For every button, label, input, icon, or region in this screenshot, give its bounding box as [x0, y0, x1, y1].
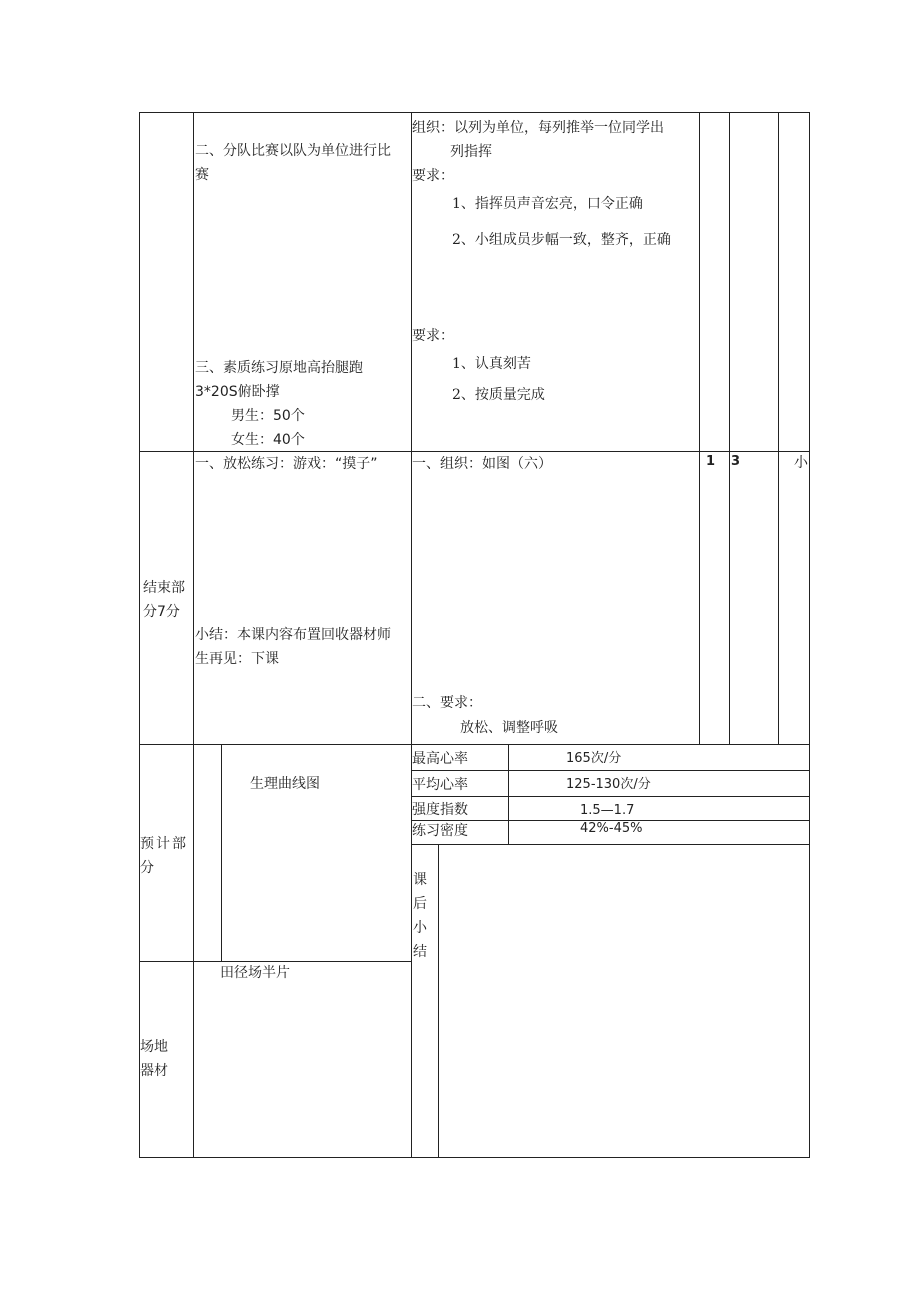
metric-label-exercise-density: 练习密度 — [412, 823, 468, 839]
ending-requirement-text: 放松、调整呼吸 — [460, 720, 558, 736]
forecast-label-line1: 预计部 — [140, 836, 188, 852]
ending-relax-exercise: 一、放松练习：游戏：“摸子” — [195, 456, 378, 472]
forecast-label-line2: 分 — [140, 860, 154, 876]
table-left-border — [139, 112, 140, 1158]
item3-line2: 3*20S俯卧撑 — [195, 384, 280, 400]
ending-label-line1: 结束部 — [143, 580, 185, 596]
row-divider-forecast — [139, 744, 810, 745]
item2-line1: 二、分队比赛以队为单位进行比 — [195, 143, 391, 159]
requirement2-item-2: 2、按质量完成 — [452, 387, 545, 403]
item3-girls: 女生：40个 — [231, 432, 305, 448]
requirement2-label: 要求： — [412, 328, 454, 344]
ending-organization: 一、组织：如图（六） — [412, 456, 552, 472]
time-column-divider — [778, 112, 779, 744]
item3-boys: 男生：50个 — [231, 408, 305, 424]
metric-divider-2 — [411, 796, 810, 797]
table-right-border — [809, 112, 810, 1158]
org-line2: 列指挥 — [450, 144, 492, 160]
metric-label-average-heart-rate: 平均心率 — [412, 777, 468, 793]
ending-summary-line1: 小结：本课内容布置回收器材师 — [195, 627, 391, 643]
metric-divider-4 — [411, 844, 810, 845]
ending-count-value: 1 — [706, 454, 716, 469]
after-class-char-2: 后 — [413, 896, 427, 912]
metric-value-average-heart-rate: 125-130次/分 — [566, 777, 651, 792]
requirement2-item-1: 1、认真刻苦 — [452, 356, 531, 372]
metric-value-intensity-index: 1.5—1.7 — [580, 803, 635, 818]
metric-value-max-heart-rate: 165次/分 — [566, 751, 622, 766]
ending-label-line2: 分7分 — [143, 604, 180, 620]
row-divider-ending — [139, 451, 810, 452]
metric-value-divider — [508, 744, 509, 844]
requirement-item-2: 2、小组成员步幅一致，整齐，正确 — [452, 232, 671, 248]
metric-label-max-heart-rate: 最高心率 — [412, 751, 468, 767]
organization-column-divider — [699, 112, 700, 744]
item3-line1: 三、素质练习原地高抬腿跑 — [195, 360, 363, 376]
requirement-label: 要求： — [412, 168, 454, 184]
after-class-char-1: 课 — [413, 872, 427, 888]
venue-label-line2: 器材 — [140, 1063, 168, 1079]
after-class-char-3: 小 — [413, 920, 427, 936]
curve-inner-divider — [221, 744, 222, 961]
venue-content: 田径场半片 — [220, 965, 290, 981]
content-column-divider — [411, 112, 412, 1158]
table-bottom-border — [139, 1157, 810, 1158]
metric-value-exercise-density: 42%-45% — [580, 821, 643, 836]
label-column-divider — [193, 112, 194, 1158]
metric-divider-1 — [411, 770, 810, 771]
ending-requirement-label: 二、要求： — [412, 695, 482, 711]
table-top-border — [139, 112, 810, 113]
item2-line2: 赛 — [195, 167, 209, 183]
ending-intensity-value: 小 — [794, 455, 808, 471]
count-column-divider — [729, 112, 730, 744]
physiological-curve-label: 生理曲线图 — [250, 776, 320, 792]
after-class-label-divider — [438, 844, 439, 1157]
row-divider-venue — [139, 961, 411, 962]
venue-label-line1: 场地 — [140, 1039, 168, 1055]
after-class-char-4: 结 — [413, 944, 427, 960]
ending-time-value: 3 — [731, 454, 741, 469]
requirement-item-1: 1、指挥员声音宏亮，口令正确 — [452, 196, 643, 212]
ending-summary-line2: 生再见：下课 — [195, 651, 279, 667]
org-line1: 组织：以列为单位，每列推举一位同学出 — [412, 120, 664, 136]
metric-label-intensity-index: 强度指数 — [412, 802, 468, 818]
